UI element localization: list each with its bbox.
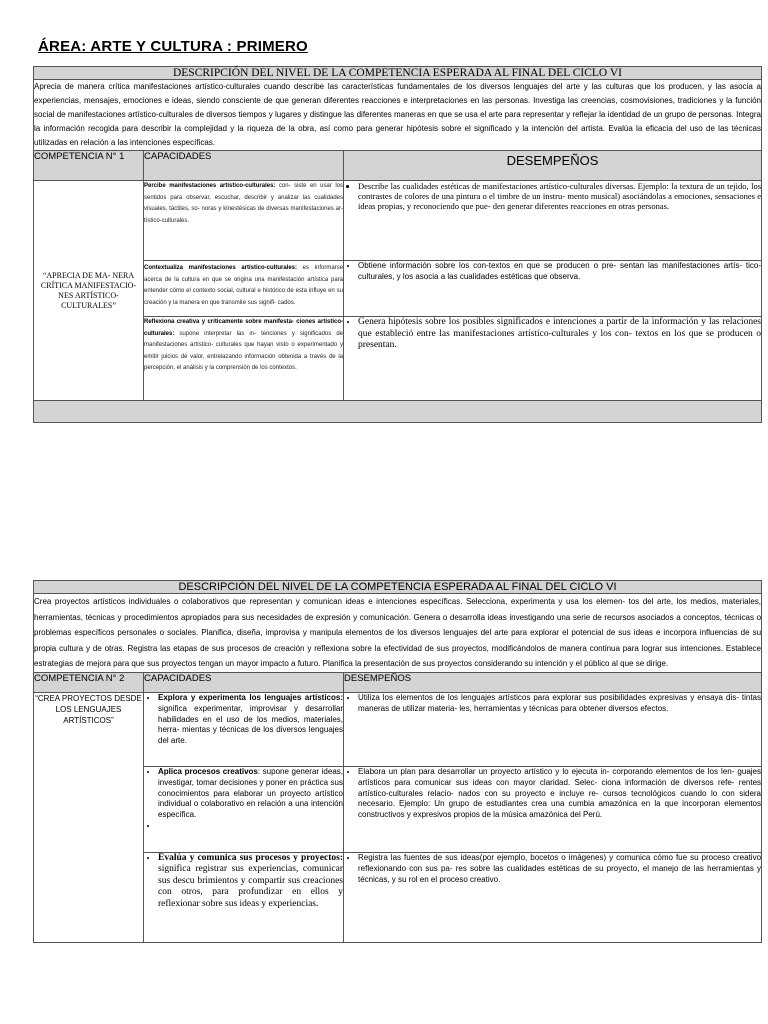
capacidad-title: Reflexiona creativa y críticamente sobre manifesta- ciones artístico-culturales: — [144, 319, 343, 337]
capacidad-body: significa experimentar, improvisar y desarrollar habilidades en el uso de los medios, materiales, herra- mientas y técnicas de los diversos lenguajes del arte. — [158, 703, 343, 746]
capacidad-cell — [144, 852, 344, 942]
desempeno-item: • Registra las fuentes de sus ideas(por ejemplo, bocetos o imágenes) y comunica cómo fue su proceso creativo reflexionando con sus pa- res sobre las cualidades estéticas de su proyecto, el manejo de las herramientas y técnicas, y su rol en el proceso creativo. — [358, 853, 761, 885]
col-desempenos-header: DESEMPEÑOS — [344, 672, 762, 692]
col-capacidades-header: CAPACIDADES — [144, 151, 344, 181]
section1-header: DESCRIPCIÓN DEL NIVEL DE LA COMPETENCIA ESPERADA AL FINAL DEL CICLO VI — [34, 67, 762, 80]
capacidad-cell — [144, 181, 344, 261]
capacidad-cell — [144, 317, 344, 401]
capacidad-body: supone interpretar las in- tenciones y significados de manifestaciones artístico- culturales que hayan visto o experimentado y emitir juicios de valor, entrelazando información obtenida a través de la percepción, el análisis y la comprensión de los contextos. — [144, 330, 343, 371]
desempeno-cell — [344, 852, 762, 942]
competencia-name: “CREA PROYECTOS DESDE LOS LENGUAJES ARTÍSTICOS” — [34, 692, 144, 942]
capacidad-body: es informarse acerca de la cultura en que se origina una manifestación artística para entender cómo el contexto social, cultural e histórico de esta influye en su creación y la manera en que transmite sus signifi- cados. — [144, 265, 343, 306]
section2-description: Crea proyectos artísticos individuales o colaborativos que representan y comunican ideas e intenciones específicas. Selecciona, experimenta y usa los elemen- tos del arte, los medios, materiales, herramientas, técnicas y procedimientos apropiados para sus necesidades de expresión y comunicación. Genera o desarrolla ideas investigando una serie de recursos asociados a conceptos, técnicas o problemas específicos personales o sociales. Planifica, diseña, improvisa y manipula elementos de los diversos lenguajes del arte para explorar el potencial de sus ideas e incorpora influencias de su propia cultura y de otras. Registra las etapas de sus procesos de creación y reflexiona sobre la efectividad de sus proyectos, modificándolos de manera continua para lograr sus intenciones. Establece estrategias de mejora para que sus proyectos tengan un mayor impacto a futuro. Planifica la presentación de sus proyectos considerando su intención y el público al que se dirige. — [34, 594, 762, 673]
desempeno-item: • Genera hipótesis sobre los posibles significados e intenciones a partir de la información y las relaciones que estableció entre las manifestaciones artístico-culturales y los con- textos en los que se producen o presentan. — [358, 317, 761, 352]
desempeno-cell — [344, 766, 762, 852]
desempeno-item: • Describe las cualidades estéticas de manifestaciones artístico-culturales diversas. Ejemplo: la textura de un tejido, los contrastes de colores de una pintura o el timbre de un instru- mento musical) asociándolas a emociones, sensaciones e ideas propias, y reconociendo que pue- den generar diferentes reacciones en otras personas. — [358, 181, 761, 211]
col-desempenos-header: DESEMPEÑOS — [344, 151, 762, 181]
col-capacidades-header: CAPACIDADES — [144, 672, 344, 692]
capacidad-body: significa registrar sus experiencias, comunicar sus descu brimientos y compartir sus creaciones con otros, para profundizar en ellos y reflexionar sobre sus ideas y experiencias. — [158, 864, 343, 909]
capacidad-cell — [144, 692, 344, 766]
capacidad-title: Percibe manifestaciones artístico-culturales: — [144, 183, 276, 189]
desempeno-item: • Elabora un plan para desarrollar un proyecto artístico y lo ejecuta in- corporando elementos de los len- guajes artísticos para comunicar sus ideas con mayor claridad. Selec- ciona información de diversos refe- rentes artístico-culturales relacio- nados con su proyecto e incluye re- cursos tecnológicos cuando lo con sidera necesario. Ejemplo: Un grupo de estudiantes crea una cumbia amazónica en la que incorporan elementos constructivos y expresivos propios de la música amazónica del Perú. — [358, 767, 761, 821]
capacidad-cell — [144, 766, 344, 852]
area-title: ÁREA: ARTE Y CULTURA : PRIMERO — [38, 38, 308, 55]
desempeno-item: • Obtiene información sobre los con-textos en que se producen o pre- sentan las manifestaciones artís- tico-culturales, y los asocia a las cualidades estéticas que observa. — [358, 261, 761, 282]
desempeno-cell — [344, 692, 762, 766]
desempeno-cell — [344, 317, 762, 401]
capacidad-title: Explora y experimenta los lenguajes artísticos: — [158, 692, 343, 702]
capacidad-title: Contextualiza manifestaciones artístico-culturales: — [144, 265, 298, 271]
section2-header: DESCRIPCIÓN DEL NIVEL DE LA COMPETENCIA ESPERADA AL FINAL DEL CICLO VI — [34, 581, 762, 594]
col-competencia-header: COMPETENCIA N° 2 — [34, 672, 144, 692]
desempeno-cell — [344, 261, 762, 317]
col-competencia-header: COMPETENCIA N° 1 — [34, 151, 144, 181]
capacidad-body: : supone generar ideas, investigar, tomar decisiones y poner en práctica sus conocimientos para elaborar un proyecto artístico individual o colaborativo en relación a una intención específica. — [158, 766, 344, 820]
capacidad-body: con- siste en usar los sentidos para observar, escuchar, describir y analizar las cualidades visuales, táctiles, so- noras y kinestésicas de diversas manifestaciones ar- tístico-culturales. — [144, 183, 343, 224]
competencia-name: “APRECIA DE MA- NERA CRÍTICA MANIFESTACIO- NES ARTÍSTICO- CULTURALES” — [34, 181, 144, 401]
capacidad-title: Evalúa y comunica sus procesos y proyectos: — [158, 852, 343, 863]
section1-description: Aprecia de manera crítica manifestaciones artístico-culturales cuando describe las características fundamentales de los diversos lenguajes del arte y las culturas que los producen, y las asocia a experiencias, mensajes, emociones e ideas, siendo consciente de que generan diferentes reacciones e interpretaciones en las personas. Investiga las creencias, cosmovisiones, tradiciones y la función social de manifestaciones artístico-culturales de diversos tiempos y lugares y distingue las diferentes maneras en que se usa el arte para representar y reflejar la identidad de un grupo de personas. Integra la información recogida para describir la complejidad y la riqueza de la obra, así como para generar hipótesis sobre el significado y la intención del artista. Evalúa la eficacia del uso de las técnicas utilizadas en relación a las intenciones específicas. — [34, 80, 762, 151]
capacidad-title: Aplica procesos creativos — [158, 766, 258, 776]
competencia-2-table — [33, 580, 762, 943]
capacidad-cell — [144, 261, 344, 317]
empty-bullet — [158, 821, 343, 831]
desempeno-cell — [344, 181, 762, 261]
table-footer-band — [34, 401, 762, 423]
competencia-1-table — [33, 66, 762, 423]
desempeno-item: • Utiliza los elementos de los lenguajes artísticos para explorar sus posibilidades expresivas y ensaya dis- tintas maneras de utilizar materia- les, herramientas y técnicas para obtener diversos efectos. — [358, 693, 761, 715]
